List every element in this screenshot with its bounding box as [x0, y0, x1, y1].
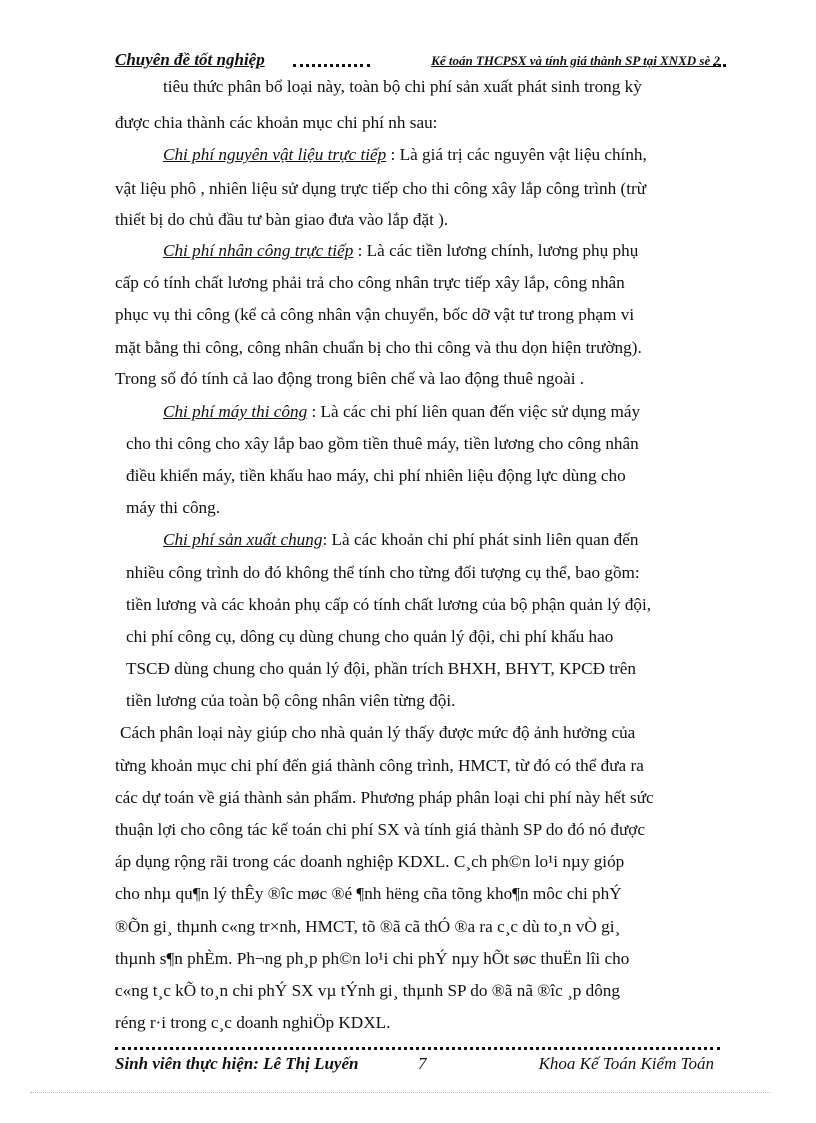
- text-span: : Là các tiền lương chính, lương phụ phụ: [353, 241, 639, 260]
- text-span: tiền lương và các khoản phụ cấp có tính chất lương của bộ phận quản lý đội,: [126, 595, 652, 614]
- text-span: thµnh s¶n phÈm. Ph¬ng ph¸p ph©n lo¹i chi phÝ nµy hÕt søc thuËn lîi cho: [115, 949, 630, 968]
- text-span: áp dụng rộng rãi trong các doanh nghiệp KDXL. C¸ch ph©n lo¹i nµy gióp: [115, 852, 625, 871]
- header-dotted-leader: [293, 64, 370, 67]
- text-line: [163, 144, 647, 166]
- text-line: [115, 948, 629, 970]
- text-span: tiền lương của toàn bộ công nhân viên từng đội.: [126, 691, 456, 710]
- text-line: [115, 304, 634, 326]
- text-line: [163, 76, 642, 98]
- text-line: [115, 178, 646, 200]
- header-dotted-leader-end: [713, 64, 726, 67]
- text-span: cho nhµ qu¶n lý thÊy ®îc møc ®é ¶nh hëng cña tõng kho¶n môc chi phÝ: [115, 884, 622, 903]
- text-span: nh: [388, 113, 406, 132]
- text-span: tiêu thức phân bổ loại này, toàn bộ chi phí sản xuất phát sinh trong kỳ: [163, 77, 642, 96]
- text-span: được chia thành các khoản mục chi phí: [115, 113, 389, 132]
- page-number: 7: [418, 1054, 427, 1073]
- text-line: [163, 240, 638, 262]
- text-span: chi phí công cụ, dông cụ dùng chung cho quản lý đội, chi phí khấu hao: [126, 627, 614, 646]
- text-line: [115, 337, 642, 359]
- footer-department: Khoa Kế Toán Kiểm Toán: [538, 1054, 714, 1073]
- text-span: : Là giá trị các nguyên vật liệu chính,: [386, 145, 647, 164]
- header-title: Chuyên đề tốt nghiệp: [115, 50, 265, 69]
- text-line: [115, 851, 624, 873]
- text-line: [115, 1012, 390, 1034]
- heading-term: Chi phí máy thi công: [163, 402, 308, 421]
- footer-rule: [115, 1047, 720, 1050]
- text-span: cấp có tính chất lương phải trả cho công nhân trực tiếp xây lắp, công nhân: [115, 273, 625, 292]
- text-span: thuận lợi cho công tác kế toán chi phí SX và tính giá thành SP do đó nó được: [115, 820, 645, 839]
- text-span: TSCĐ dùng chung cho quản lý đội, phần trích BHXH, BHYT, KPCĐ trên: [126, 659, 637, 678]
- header-subtitle: Kế toán THCPSX và tính giá thành SP tại XNXD sè 2: [431, 53, 720, 68]
- text-line: [115, 209, 448, 231]
- text-span: ®Õn gi¸ thµnh c«ng tr×nh, HMCT, tõ ®ã cã thÓ ®a ra c¸c dù to¸n vÒ gi¸: [115, 917, 621, 936]
- text-line: [115, 916, 620, 938]
- text-line: [126, 594, 651, 616]
- text-line: [126, 465, 626, 487]
- text-line: [126, 562, 640, 584]
- text-span: nhiều công trình do đó không thể tính cho từng đối tượng cụ thể, bao gồm:: [126, 563, 640, 582]
- page-footer: [115, 1054, 720, 1078]
- text-line: [126, 658, 636, 680]
- text-span: c«ng t¸c kÕ to¸n chi phÝ SX vµ tÝnh gi¸ thµnh SP do ®ã nã ®îc ¸p dông: [115, 981, 620, 1000]
- heading-term: Chi phí nguyên vật liệu trực tiếp: [163, 145, 387, 164]
- page-header: [115, 50, 720, 72]
- text-line: [163, 401, 640, 423]
- text-span: cho thi công cho xây lắp bao gồm tiền thuê máy, tiền lương cho công nhân: [126, 434, 639, 453]
- text-span: Trong số đó tính cả lao động trong biên chế và lao động thuê ngoài .: [115, 369, 585, 388]
- text-span: thiết bị do chủ đầu tư bàn giao đưa vào lắp đặt ).: [115, 210, 449, 229]
- text-line: [126, 626, 613, 648]
- text-line: [115, 980, 620, 1002]
- heading-term: Chi phí nhân công trực tiếp: [163, 241, 354, 260]
- text-span: các dự toán về giá thành sản phẩm. Phương pháp phân loại chi phí này hết sức: [115, 788, 654, 807]
- text-line: [115, 755, 644, 777]
- text-span: mặt bằng thi công, công nhân chuẩn bị cho thi công và thu dọn hiện trường).: [115, 338, 642, 357]
- footer-student-name: Sinh viên thực hiện: Lê Thị Luyến: [115, 1054, 359, 1073]
- text-span: máy thi công.: [126, 498, 221, 517]
- text-line: [126, 433, 639, 455]
- text-line: [126, 497, 220, 519]
- text-line: [115, 787, 654, 809]
- text-line: [115, 819, 645, 841]
- text-line: [115, 883, 622, 905]
- text-span: Cách phân loại này giúp cho nhà quản lý thấy được mức độ ảnh hưởng của: [120, 723, 636, 742]
- text-line: [120, 722, 635, 744]
- text-span: từng khoản mục chi phí đến giá thành công trình, HMCT, từ đó có thể đưa ra: [115, 756, 644, 775]
- text-span: : Là các chi phí liên quan đến việc sử dụng máy: [307, 402, 641, 421]
- text-span: vật liệu phô , nhiên liệu sử dụng trực tiếp cho thi công xây lắp công trình (trừ: [115, 179, 647, 198]
- text-span: sau:: [405, 113, 438, 132]
- text-line: [126, 690, 455, 712]
- text-span: điều khiển máy, tiền khấu hao máy, chi phí nhiên liệu động lực dùng cho: [126, 466, 626, 485]
- text-line: [115, 368, 584, 390]
- text-span: réng r·i trong c¸c doanh nghiÖp KDXL.: [115, 1013, 391, 1032]
- bottom-dotted-border: [30, 1092, 770, 1093]
- text-span: : Là các khoản chi phí phát sinh liên quan đến: [322, 530, 639, 549]
- text-line: [115, 112, 437, 134]
- text-line: [115, 272, 625, 294]
- text-line: [163, 529, 638, 551]
- heading-term: Chi phí sản xuất chung: [163, 530, 323, 549]
- text-span: phục vụ thi công (kể cả công nhân vận chuyển, bốc dỡ vật tư trong phạm vi: [115, 305, 635, 324]
